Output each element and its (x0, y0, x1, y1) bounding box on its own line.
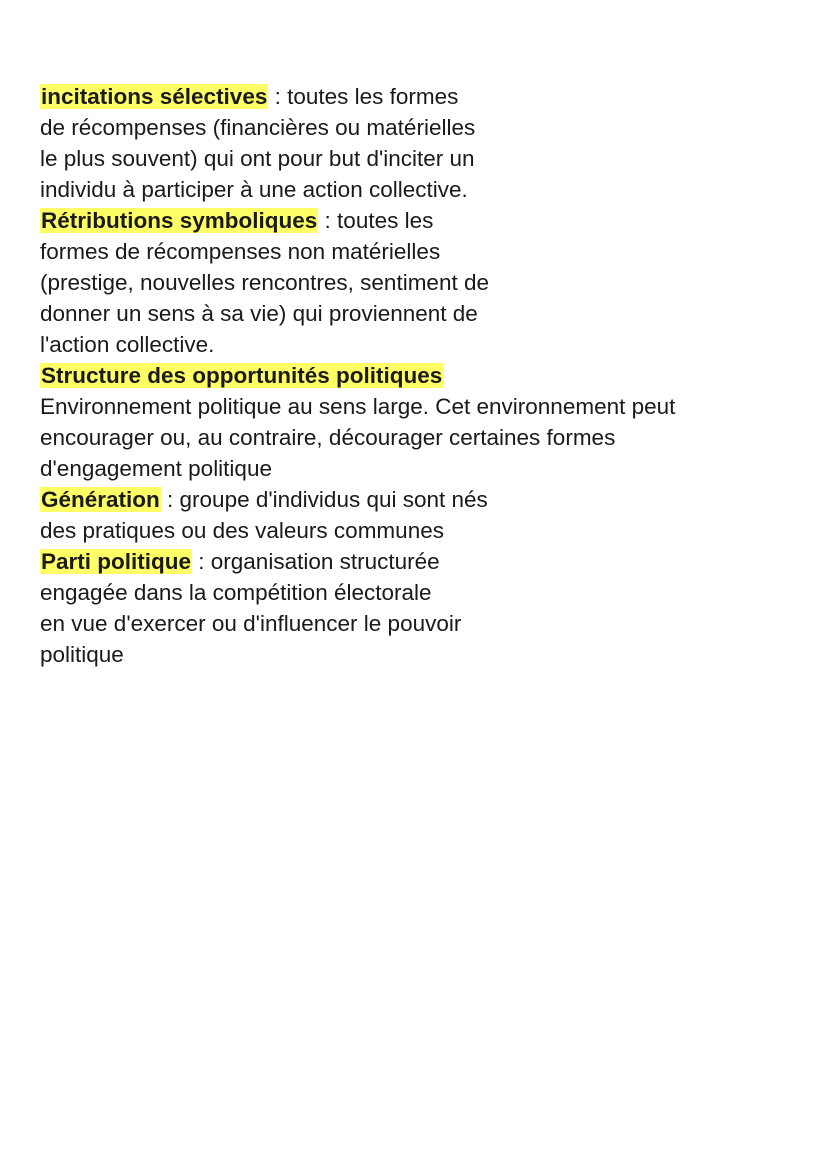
definition-text: : organisation structurée (192, 549, 440, 574)
definition-incitations-selectives (40, 81, 800, 205)
definition-text: Environnement politique au sens large. Cet environnement peut (40, 394, 676, 419)
definition-text: politique (40, 642, 124, 667)
highlighted-term: Structure des opportunités politiques (41, 363, 443, 388)
definition-text: en vue d'exercer ou d'influencer le pouvoir (40, 611, 462, 636)
definition-first-line (40, 205, 800, 236)
definition-text: engagée dans la compétition électorale (40, 580, 432, 605)
definition-first-line (40, 360, 800, 391)
definition-text: : groupe d'individus qui sont nés (160, 487, 488, 512)
definition-text: formes de récompenses non matérielles (40, 239, 441, 264)
definition-structure-opportunites (40, 360, 800, 484)
definition-generation (40, 484, 800, 546)
definition-text: (prestige, nouvelles rencontres, sentiment de (40, 270, 489, 295)
highlighted-term: Génération (41, 487, 160, 512)
definition-first-line (40, 81, 800, 112)
definition-text: encourager ou, au contraire, décourager certaines formes (40, 425, 616, 450)
highlighted-term: incitations sélectives (41, 84, 268, 109)
definition-first-line (40, 546, 800, 577)
definition-first-line (40, 484, 800, 515)
definition-parti-politique (40, 546, 800, 670)
definition-retributions-symboliques (40, 205, 800, 360)
definition-text: donner un sens à sa vie) qui proviennent de (40, 301, 478, 326)
definition-text: : toutes les formes (268, 84, 459, 109)
definition-text: de récompenses (financières ou matérielles (40, 115, 476, 140)
document-page (40, 81, 800, 670)
definition-text: d'engagement politique (40, 456, 272, 481)
definition-text: des pratiques ou des valeurs communes (40, 518, 444, 543)
definition-text: le plus souvent) qui ont pour but d'inciter un (40, 146, 475, 171)
highlighted-term: Rétributions symboliques (41, 208, 318, 233)
definition-text: : toutes les (318, 208, 434, 233)
definition-text: individu à participer à une action collective. (40, 177, 468, 202)
highlighted-term: Parti politique (41, 549, 192, 574)
definition-text: l'action collective. (40, 332, 215, 357)
